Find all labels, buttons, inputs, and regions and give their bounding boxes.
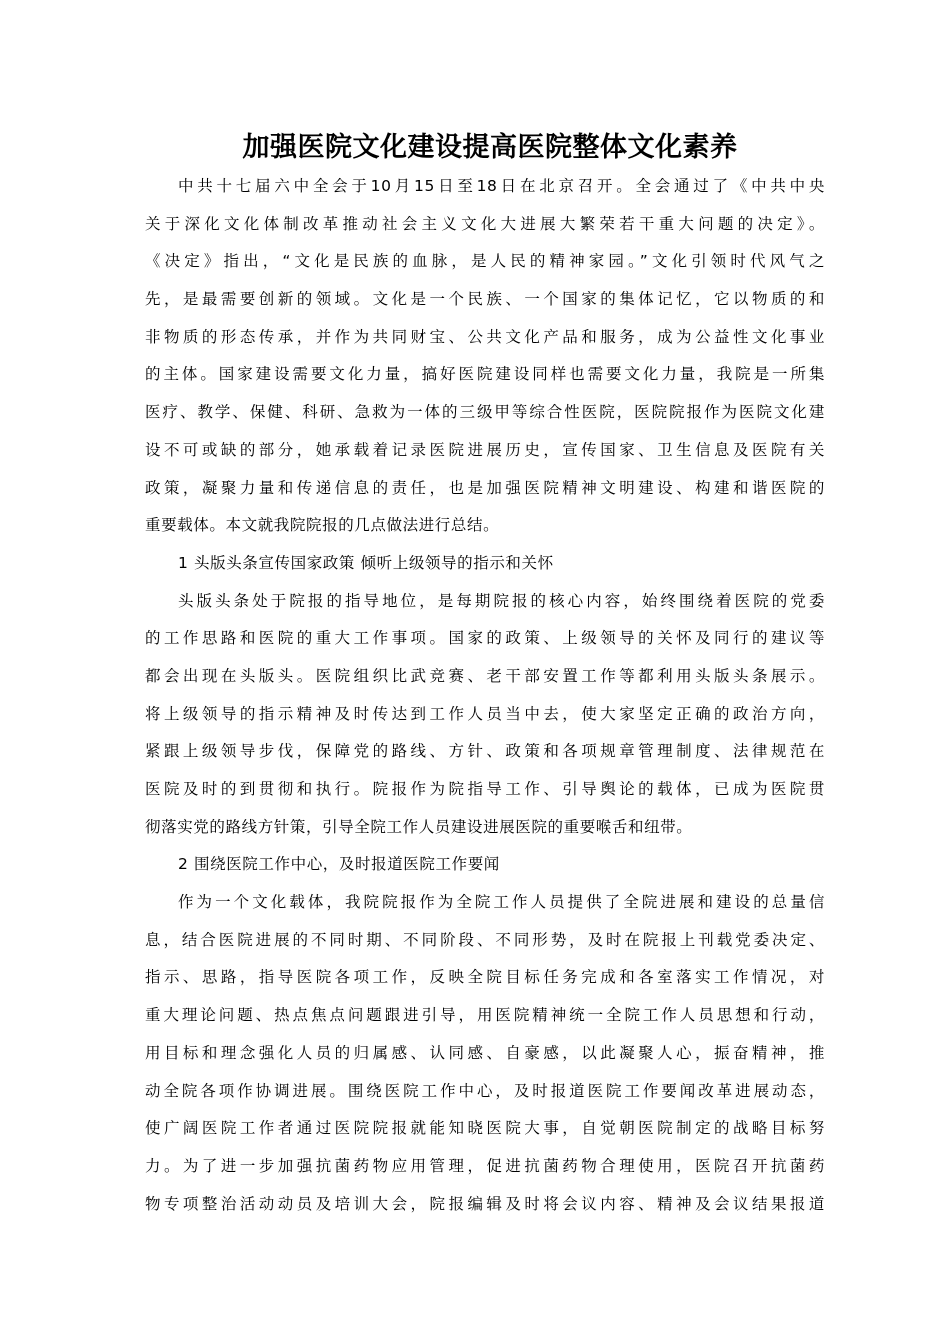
paragraph-line: 医院及时的到贯彻和执行。院报作为院指导工作、引导舆论的载体，已成为医院贯 — [145, 780, 825, 798]
paragraph-line: 息，结合医院进展的不同时期、不同阶段、不同形势，及时在院报上刊载党委决定、 — [145, 930, 825, 949]
paragraph-line: 先，是最需要创新的领域。文化是一个民族、一个国家的集体记忆，它以物质的和 — [145, 290, 825, 309]
body-paragraph — [145, 884, 825, 1223]
body-paragraph — [145, 168, 825, 545]
paragraph-line: 设不可或缺的部分，她承载着记录医院进展历史，宣传国家、卫生信息及医院有关 — [145, 440, 825, 459]
paragraph-line: 政策，凝聚力量和传递信息的责任，也是加强医院精神文明建设、构建和谐医院的 — [145, 478, 825, 497]
section-heading — [145, 846, 825, 884]
paragraph-line: 都会出现在头版头。医院组织比武竞赛、老干部安置工作等都利用头版头条展示。 — [145, 666, 825, 685]
paragraph-line: 医疗、教学、保健、科研、急救为一体的三级甲等综合性医院，医院院报作为医院文化建 — [145, 403, 825, 422]
paragraph-line: 将上级领导的指示精神及时传达到工作人员当中去，使大家坚定正确的政治方向， — [145, 704, 825, 723]
paragraph-line: 《决定》指出，“文化是民族的血脉，是人民的精神家园。”文化引领时代风气之 — [145, 252, 825, 271]
paragraph-line: 的工作思路和医院的重大工作事项。国家的政策、上级领导的关怀及同行的建议等 — [145, 629, 825, 648]
paragraph-line: 紧跟上级领导步伐，保障党的路线、方针、政策和各项规章管理制度、法律规范在 — [145, 742, 825, 761]
heading-text: 2 围绕医院工作中心，及时报道医院工作要闻 — [178, 855, 500, 874]
heading-text: 1 头版头条宣传国家政策 倾听上级领导的指示和关怀 — [178, 553, 554, 572]
paragraph-line: 非物质的形态传承，并作为共同财宝、公共文化产品和服务，成为公益性文化事业 — [145, 327, 825, 346]
document-title: 加强医院文化建设提高医院整体文化素养 — [242, 132, 738, 163]
paragraph-line: 的主体。国家建设需要文化力量，搞好医院建设同样也需要文化力量，我院是一所集 — [145, 365, 825, 384]
paragraph-line: 力。为了进一步加强抗菌药物应用管理，促进抗菌药物合理使用，医院召开抗菌药 — [145, 1156, 825, 1175]
paragraph-line: 关于深化文化体制改革推动社会主义文化大进展大繁荣若干重大问题的决定》。 — [145, 214, 825, 233]
paragraph-line: 作为一个文化载体，我院院报作为全院工作人员提供了全院进展和建设的总量信 — [178, 893, 825, 912]
paragraph-line: 重大理论问题、热点焦点问题跟进引导，用医院精神统一全院工作人员思想和行动， — [145, 1006, 825, 1025]
paragraph-line: 彻落实党的路线方针策，引导全院工作人员建设进展医院的重要喉舌和纽带。 — [145, 817, 693, 836]
body-paragraph — [145, 583, 825, 847]
paragraph-line: 使广阔医院工作者通过医院院报就能知晓医院大事，自觉朝医院制定的战略目标努 — [145, 1119, 825, 1138]
document-page — [145, 128, 825, 1223]
section-heading — [145, 545, 825, 583]
paragraph-line: 用目标和理念强化人员的归属感、认同感、自豪感，以此凝聚人心，振奋精神，推 — [145, 1043, 825, 1062]
paragraph-line: 头版头条处于院报的指导地位，是每期院报的核心内容，始终围绕着医院的党委 — [178, 591, 825, 610]
paragraph-line: 指示、思路，指导医院各项工作，反映全院目标任务完成和各室落实工作情况，对 — [145, 968, 825, 987]
paragraph-line: 动全院各项作协调进展。围绕医院工作中心，及时报道医院工作要闻改革进展动态， — [145, 1081, 825, 1100]
paragraph-line: 中共十七届六中全会于10月15日至18日在北京召开。全会通过了《中共中央 — [178, 177, 825, 195]
paragraph-line: 重要载体。本文就我院院报的几点做法进行总结。 — [145, 516, 500, 535]
paragraph-line: 物专项整治活动动员及培训大会，院报编辑及时将会议内容、精神及会议结果报道 — [145, 1194, 825, 1213]
document-body — [145, 168, 825, 1223]
